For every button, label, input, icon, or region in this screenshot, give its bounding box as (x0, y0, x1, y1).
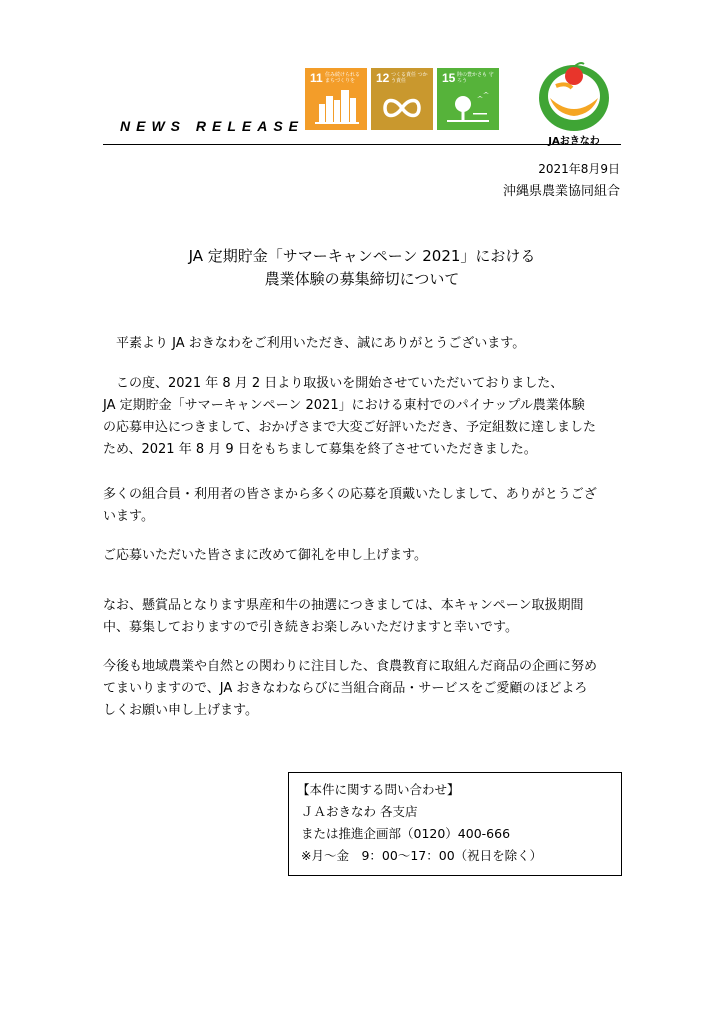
contact-hours: ※月～金 9：00～17：00（祝日を除く） (301, 848, 543, 863)
logo-text: JAおきなわ (548, 136, 600, 147)
text-line: この度、2021 年 8 月 2 日より取扱いを開始させていただいておりました、 (116, 376, 564, 391)
contact-branch: ＪＡおきなわ 各支店 (301, 804, 418, 819)
text-line: ため、2021 年 8 月 9 日をもちまして募集を終了させていただきました。 (103, 442, 537, 457)
paragraph-gratitude: ご応募いただいた皆さまに改めて御礼を申し上げます。 (103, 548, 427, 563)
title-line-1: JA 定期貯金「サマーキャンペーン 2021」における (188, 247, 536, 265)
news-release-label: NEWS RELEASE (120, 118, 305, 134)
sdg-label: 住み続けられる まちづくりを (325, 72, 361, 84)
text-line: 今後も地域農業や自然との関わりに注目した、食農教育に取組んだ商品の企画に努め (103, 659, 598, 674)
text-line: 中、募集しておりますので引き続きお楽しみいただけますと幸いです。 (103, 620, 518, 635)
title-line-2: 農業体験の募集締切について (264, 270, 460, 288)
sdg-label: つくる責任 つかう責任 (391, 72, 428, 84)
paragraph-prize-note (103, 595, 625, 639)
sdg-number: 11 (310, 71, 323, 85)
contact-box (288, 772, 622, 876)
contact-phone: または推進企画部（0120）400-666 (301, 826, 511, 841)
paragraph-thanks (103, 484, 625, 528)
sdg-12-badge (371, 68, 433, 130)
text-line: 多くの組合員・利用者の皆さまから多くの応募を頂戴いたしまして、ありがとうござ (103, 487, 597, 502)
sdg-label: 陸の豊かさも 守ろう (457, 72, 494, 84)
ja-logo-icon (536, 58, 612, 134)
sdg-11-badge (305, 68, 367, 130)
paragraph-announcement (103, 373, 625, 461)
paragraph-greeting: 平素より JA おきなわをご利用いただき、誠にありがとうございます。 (116, 336, 526, 351)
contact-heading: 【本件に関する問い合わせ】 (297, 782, 460, 797)
organization-name: 沖縄県農業協同組合 (502, 184, 620, 199)
text-line: なお、懸賞品となります県産和牛の抽選につきましては、本キャンペーン取扱期間 (103, 598, 584, 613)
sdg-number: 12 (376, 71, 390, 85)
ja-okinawa-logo (536, 58, 612, 148)
paragraph-closing (103, 656, 625, 722)
release-date: 2021年8月9日 (538, 162, 620, 176)
sdg-15-badge (437, 68, 499, 130)
text-line: います。 (103, 509, 154, 524)
text-line: てまいりますので、JA おきなわならびに当組合商品・サービスをご愛顧のほどよろ (103, 681, 588, 696)
text-line: の応募申込につきまして、おかげさまで大変ご好評いただき、予定組数に達しました (103, 420, 596, 435)
text-line: JA 定期貯金「サマーキャンペーン 2021」における東村でのパイナップル農業体験 (103, 398, 585, 413)
text-line: しくお願い申し上げます。 (103, 703, 258, 718)
sdg-number: 15 (442, 71, 456, 85)
